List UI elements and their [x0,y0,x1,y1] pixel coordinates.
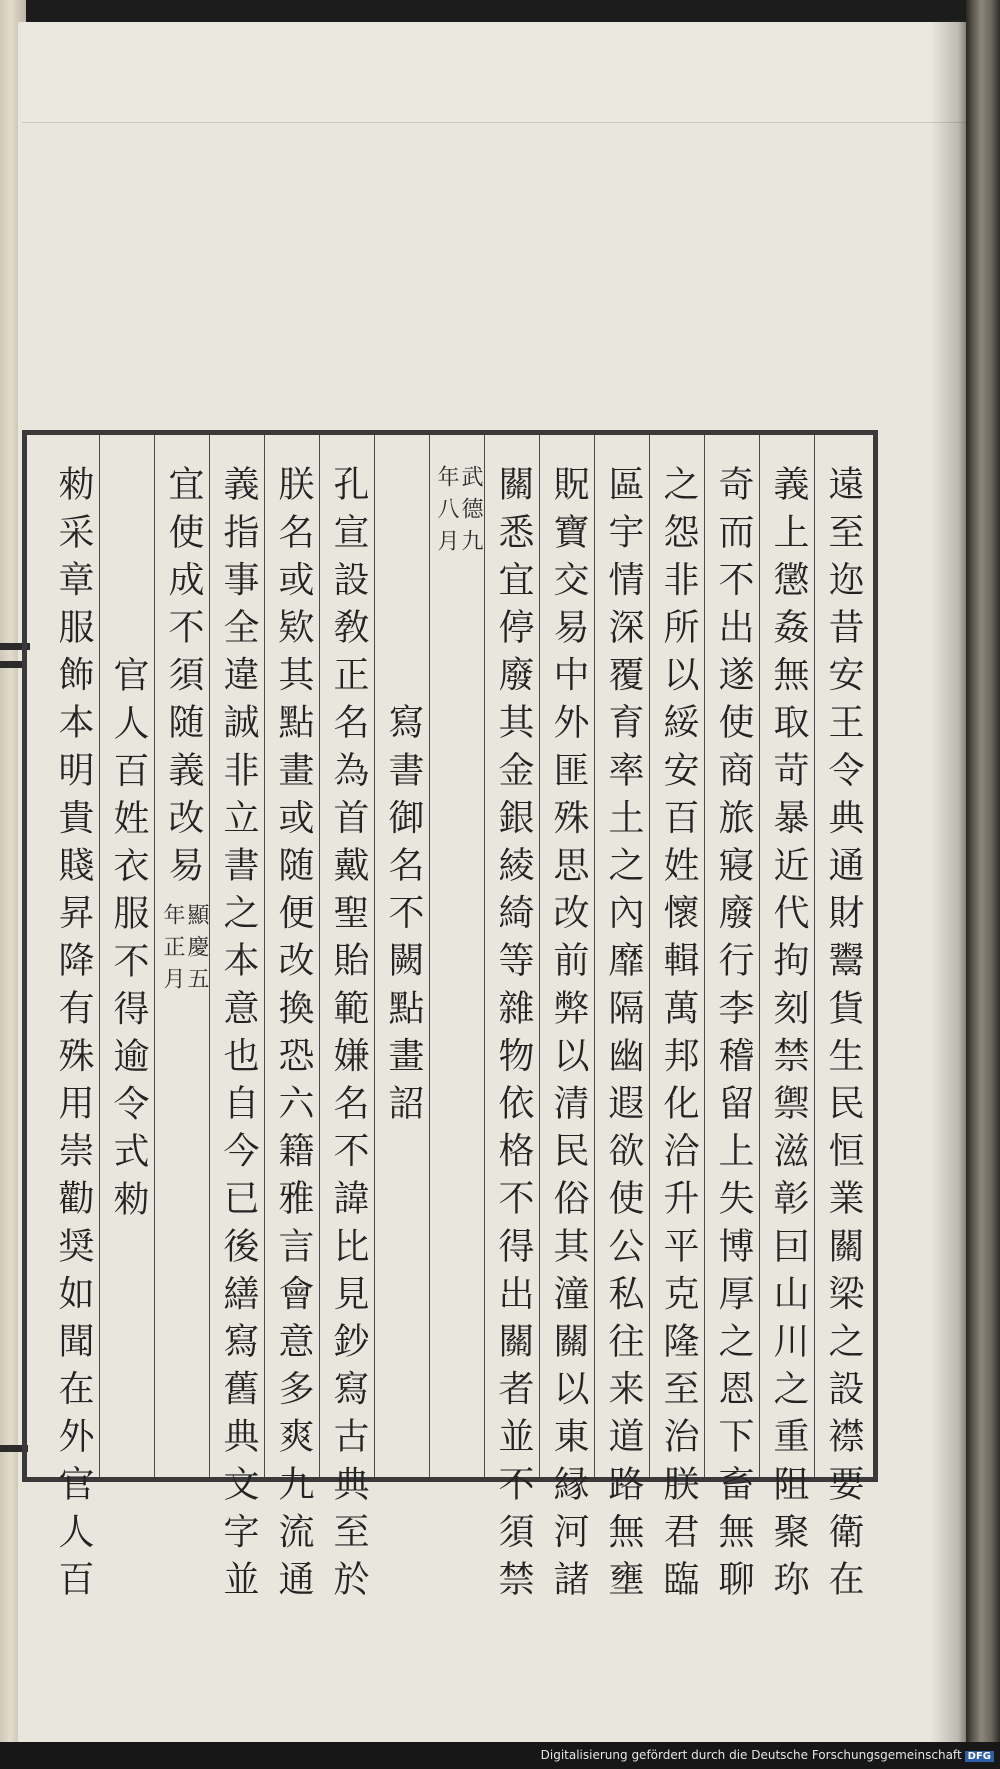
section-heading: 官人百姓衣服不得逾令式勑 [108,656,149,1228]
dfg-logo: DFG [965,1751,994,1762]
text-column: 宜使成不須随義改易 [163,465,204,894]
text-column: 奇而不出遂使商旅寢廢行李稽留上失博厚之恩下畜無聊 [713,465,754,1608]
text-frame [22,430,878,1608]
column-rule [154,435,155,1477]
text-column: 遠至迩昔安王令典通財鬻貨生民恒業關梁之設襟要衛在 [823,465,864,1608]
column-rule [594,435,595,1477]
text-column: 勑采章服飾本明貴賤昇降有殊用崇勸奨如聞在外官人百 [53,465,94,1608]
column-rule [814,435,815,1477]
credit-text: Digitalisierung gefördert durch die Deutsche Forschungsgemeinschaft [540,1748,962,1762]
column-rule [374,435,375,1477]
column-rule [484,435,485,1477]
text-column: 貺寶交易中外匪殊思改前弊以清民俗其潼關以東縁河諸 [548,465,589,1608]
date-note [160,903,208,999]
text-column: 關悉宜停廢其金銀綾綺等雜物依格不得出關者並不須禁 [493,465,534,1608]
gutter-shadow [930,20,970,1745]
date-note-left: 年正月 [160,903,185,999]
column-rule [99,435,100,1477]
date-note [432,465,484,561]
column-rule [539,435,540,1477]
text-column: 義上懲姦無取苛暴近代拘刻禁禦滋彰囙山川之重阻聚珎 [768,465,809,1608]
text-column: 之怨非所以綏安百姓懷輯萬邦化洽升平克隆至治朕君臨 [658,465,699,1608]
column-rule [429,435,430,1477]
text-column: 區宇情深覆育率土之內靡隔幽遐欲使公私往来道路無壅 [603,465,644,1608]
right-page-edge [966,0,1000,1769]
date-note-left: 年八月 [434,465,459,561]
section-heading: 寫書御名不闕點畫詔 [383,703,424,1132]
text-column: 義指事全違誠非立書之本意也自今已後繕寫舊典文字並 [218,465,259,1608]
column-rule [649,435,650,1477]
text-column: 朕名或欵其點畫或随便改換恐六籍雅言會意多爽九流通 [273,465,314,1608]
column-rule [704,435,705,1477]
column-rule [319,435,320,1477]
text-column: 孔宣設敎正名為首戴聖貽範嫌名不諱比見鈔寫古典至於 [328,465,369,1608]
column-rule [264,435,265,1477]
digitization-credit [541,1748,994,1762]
date-note-right: 顯慶五 [184,903,209,999]
date-note-right: 武德九 [458,465,483,561]
column-rule [759,435,760,1477]
folded-paper-strip [22,22,967,123]
column-rule [209,435,210,1477]
